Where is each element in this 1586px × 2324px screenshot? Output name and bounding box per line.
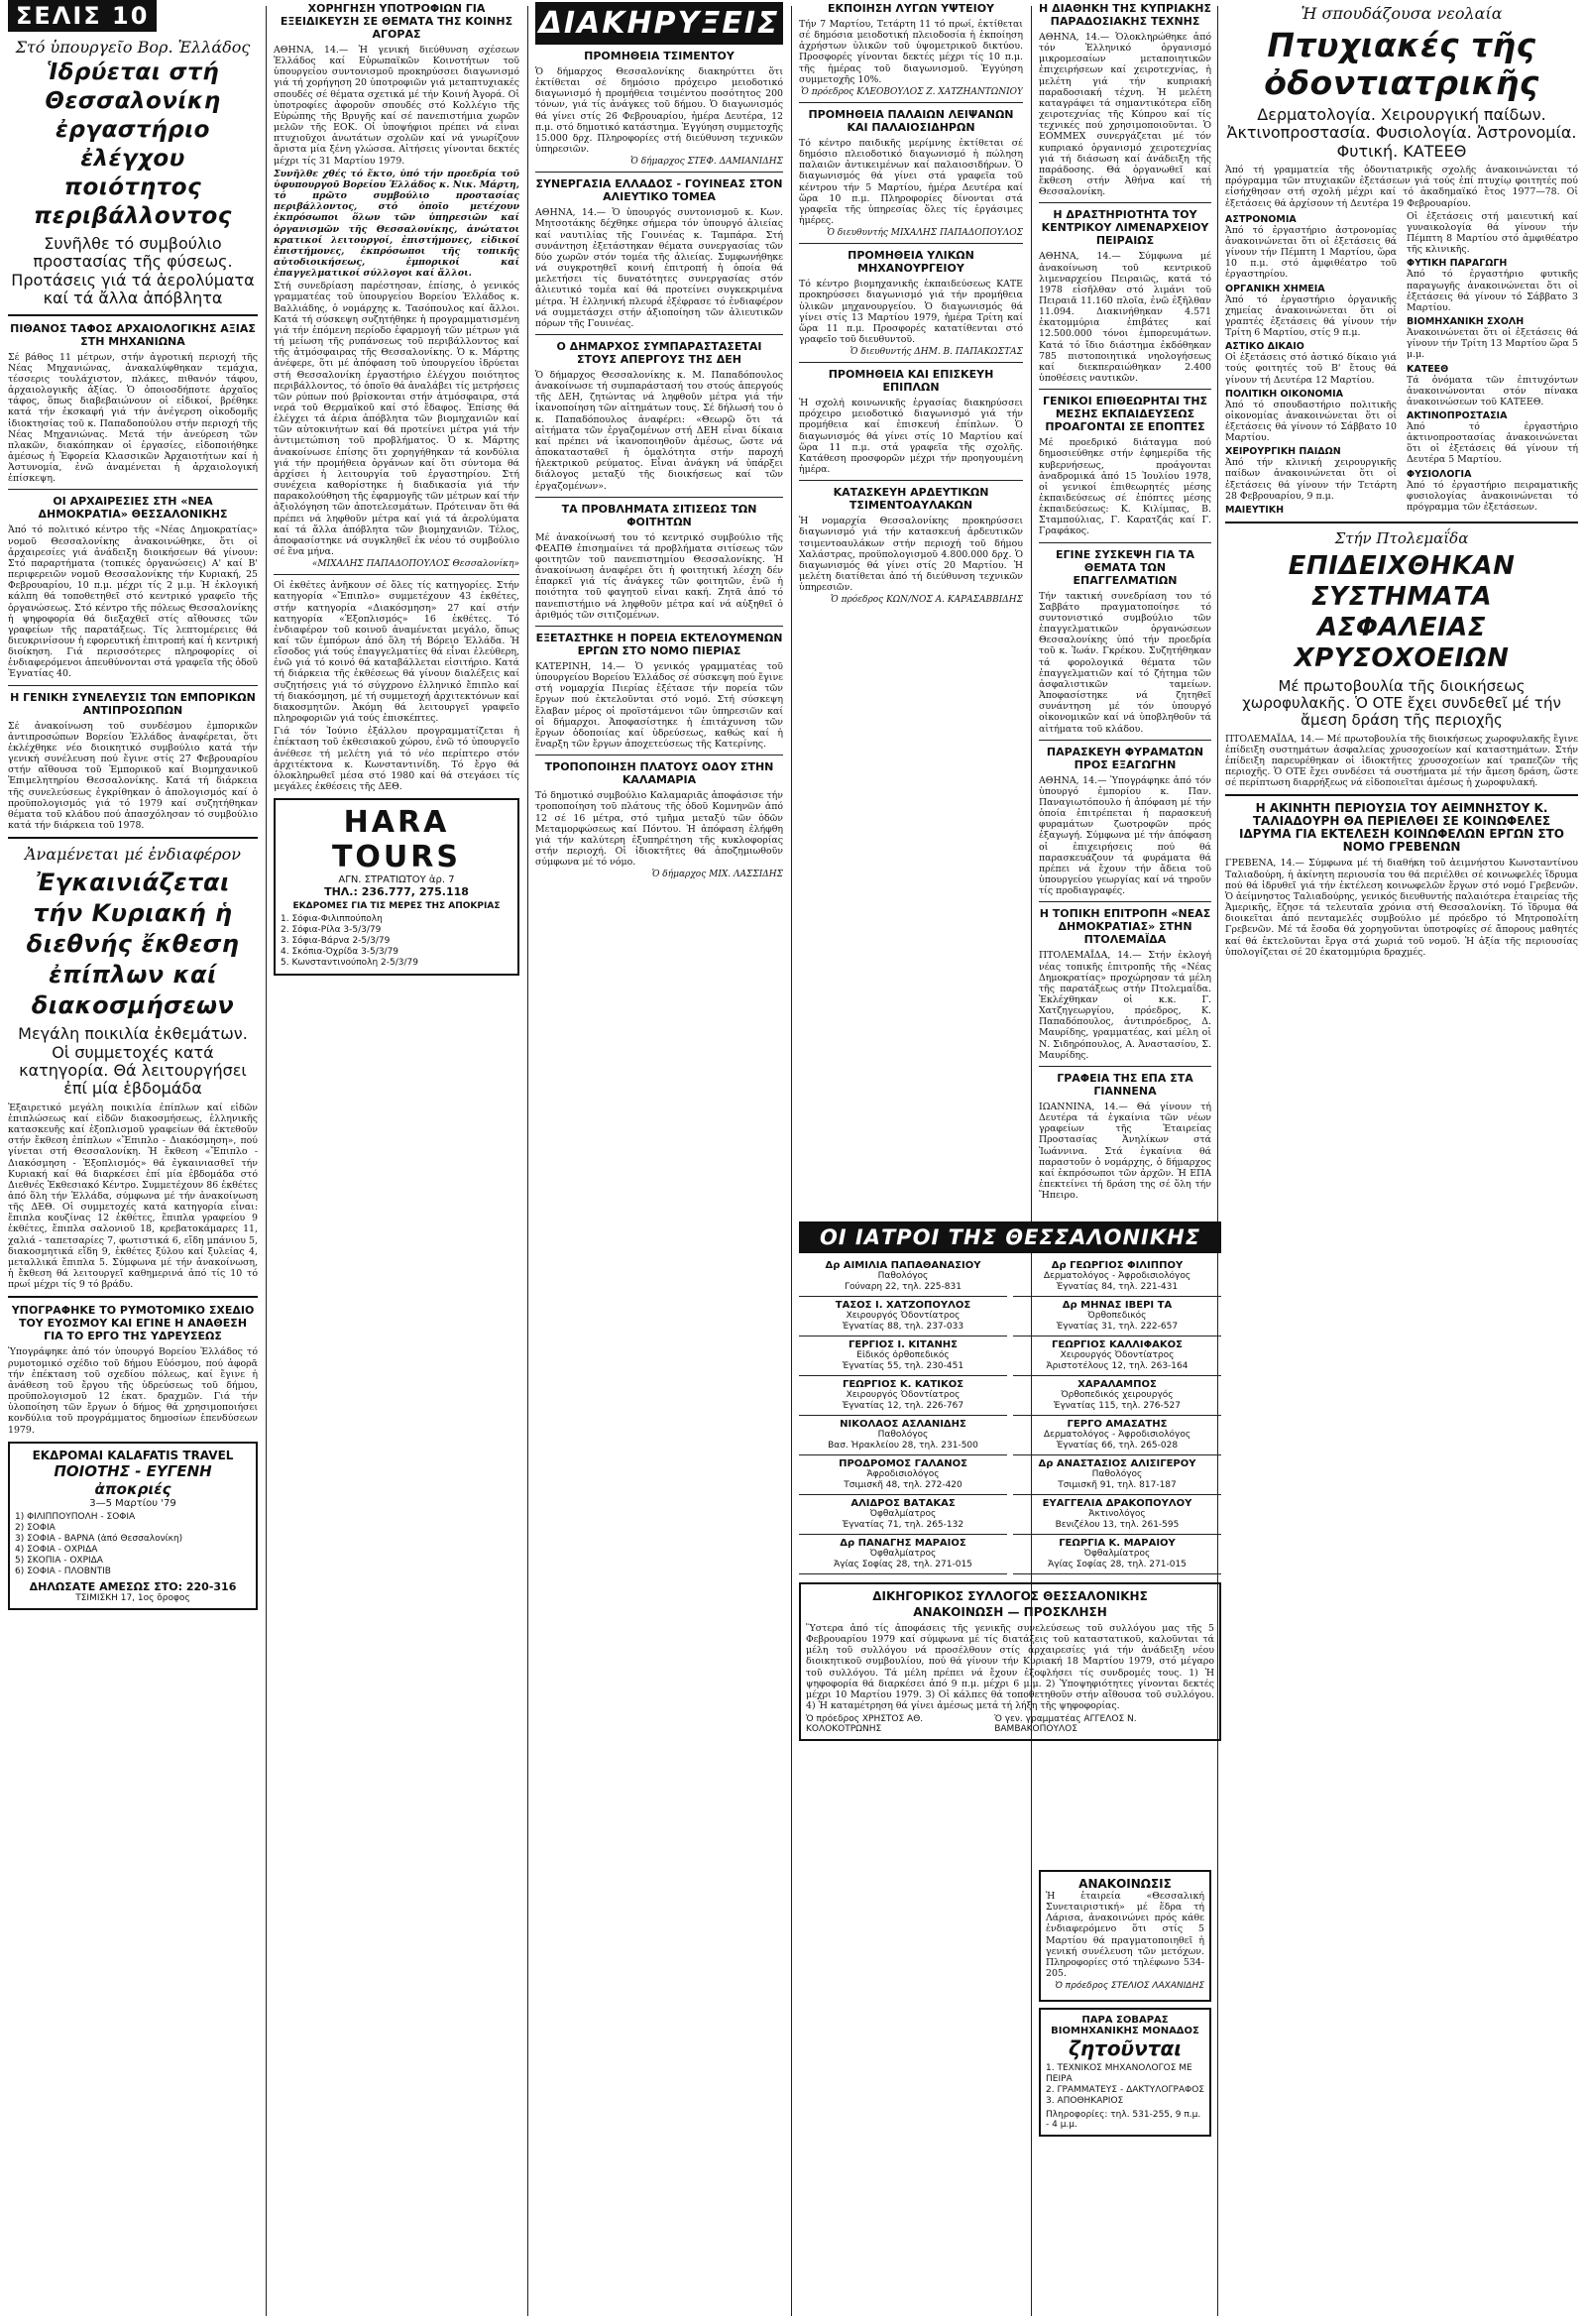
section-heading: Ο ΔΗΜΑΡΧΟΣ ΣΥΜΠΑΡΑΣΤΑΣΕΤΑΙ ΣΤΟΥΣ ΑΠΕΡΓΟΥΣ ΤΗΣ ΔΕΗ <box>556 339 762 366</box>
doctor-listing: ΑΛΙΔΡΟΣ ΒΑΤΑΚΑΣ Ὀφθαλμίατρος Ἐγνατίας 71, τηλ. 265-132 <box>799 1495 1007 1535</box>
doctor-listing: ΓΕΩΡΓΙΑ Κ. ΜΑΡΑΙΟΥ Ὀφθαλμίατρος Ἁγίας Σοφίας 28, τηλ. 271-015 <box>1013 1535 1221 1574</box>
doctor-listing: ΓΕΩΡΓΙΟΣ ΚΑΛΛΙΦΑΚΟΣ Χειρουργός Ὀδοντίατρος Ἀριστοτέλους 12, τηλ. 263-164 <box>1013 1336 1221 1376</box>
column-1 <box>8 0 258 1616</box>
article-text: ΠΤΟΛΕΜΑΪΔΑ, 14.— Στήν ἐκλογή νέας τοπικῆς ἐπιτροπῆς τῆς «Νέας Δημοκρατίας» προχώρησαν τά μέλη τῆς παρατάξεως στήν Πτολεμαΐδα. Ἐκλέχθηκαν οἱ κ.κ. Γ. Χατζηγεωργίου, πρόεδρος, Κ. Παπαδόπουλος, ἀντιπρόεδρος, Δ. Μαυρίδης, γραμματέας, καί μέλη οἱ Ν. Σιδηρόπουλος, Α. Ἀναστασίου, Σ. Μαυρίδης. <box>1039 950 1211 1061</box>
section-heading: ΧΟΡΗΓΗΣΗ ΥΠΟΤΡΟΦΙΩΝ ΓΙΑ ΕΞΕΙΔΙΚΕΥΣΗ ΣΕ ΘΕΜΑΤΑ ΤΗΣ ΚΟΙΝΗΣ ΑΓΟΡΑΣ <box>280 2 513 41</box>
section-heading: Η ΑΚΙΝΗΤΗ ΠΕΡΙΟΥΣΙΑ ΤΟΥ ΑΕΙΜΝΗΣΤΟΥ Κ. ΤΑΛΙΑΔΟΥΡΗ ΘΑ ΠΕΡΙΕΛΘΕΙ ΣΕ ΚΟΙΝΩΦΕΛΕΣ ΙΔΡΥΜΑ ΓΙΑ ΕΚΤΕΛΕΣΗ ΚΟΙΝΩΦΕΛΩΝ ΕΡΓΩΝ ΣΤΟ ΝΟΜΟ ΓΡΕΒΕΝΩΝ <box>1239 801 1564 855</box>
article-text: Οἱ ἐκθέτες ἀνῆκουν σέ ὅλες τίς κατηγορίες. Στήν κατηγορία «Ἔπιπλο» συμμετέχουν 43 ἐκθέτες, στήν κατηγορία «Διακόσμηση» 27 καί στήν κατηγορία «Ἐξοπλισμός» 16 ἐκθέτες. Τό ἐνδιαφέρον τοῦ κοινοῦ ἀναμένεται μεγάλο, ὅπως καί τῶν ἐμπόρων ἀπό ὅλη τή Βόρειο Ἑλλάδα. Ἡ εἴσοδος γιά τούς ἐπαγγελματίες θά εἶναι ἐλεύθερη, ἐνῶ γιά τό κοινό θά καταβάλλεται εἰσιτήριο. Κατά τή διάρκεια τῆς ἐκθέσεως θά γίνουν διαλέξεις καί συζητήσεις γιά τό σύγχρονο ἑλληνικό ἔπιπλο καί τή διακόσμηση, μέ τή συμμετοχή ἀρχιτεκτόνων καί διακοσμητῶν. Ἀκόμη θά λειτουργεῖ γραφεῖο πληροφοριῶν γιά τούς ἐπισκέπτες. <box>274 580 519 725</box>
announcements-banner: ΔΙΑΚΗΡΥΞΕΙΣ <box>535 2 783 45</box>
law-association-notice: ΔΙΚΗΓΟΡΙΚΟΣ ΣΥΛΛΟΓΟΣ ΘΕΣΣΑΛΟΝΙΚΗΣ ΑΝΑΚΟΙΝΩΣΗ — ΠΡΟΣΚΛΗΣΗ Ὕστερα ἀπό τίς ἀποφάσεις τῆς γενικῆς συνελεύσεως τοῦ συλλόγου μας τῆς 5 Φεβρουαρίου 1979 καί σύμφωνα μέ τίς διατάξεις τοῦ καταστατικοῦ, καλοῦνται τά μέλη τοῦ συλλόγου νά προσέλθουν στίς ἀρχαιρεσίες γιά τήν ἀνάδειξη νέου διοικητικοῦ συμβουλίου, πού θά γίνουν τήν Κυριακή 18 Μαρτίου 1979, στό μέγαρο τοῦ συλλόγου. Τά μέλη πρέπει νά ἔχουν ἐξοφλήσει τίς συνδρομές τους. 1) Ἡ ψηφοφορία θά διαρκέσει ἀπό 9 π.μ. μέχρι 6 μ.μ. 2) Ὑποψηφιότητες γίνονται δεκτές μέχρι 10 Μαρτίου 1979. 3) Οἱ κάλπες θά τοποθετηθοῦν στήν αἴθουσα τοῦ συλλόγου. 4) Ἡ καταμέτρηση θά γίνει ἀμέσως μετά τή λήξη τῆς ψηφοφορίας. Ὁ πρόεδρος ΧΡΗΣΤΟΣ ΑΘ. ΚΟΛΟΚΟΤΡΩΝΗΣ Ὁ γεν. γραμματέας ΑΓΓΕΛΟΣ Ν. ΒΑΜΒΑΚΟΠΟΥΛΟΣ <box>799 1582 1221 1741</box>
doctor-listing: ΝΙΚΟΛΑΟΣ ΑΣΛΑΝΙΔΗΣ Παθολόγος Βασ. Ἡρακλείου 28, τηλ. 231-500 <box>799 1416 1007 1455</box>
doctor-listing: ΓΕΡΓΙΟΣ Ι. ΚΙΤΑΝΗΣ Εἰδικός ὀρθοπεδικός Ἐγνατίας 55, τηλ. 230-451 <box>799 1336 1007 1376</box>
section-heading: ΠΡΟΜΗΘΕΙΑ ΚΑΙ ΕΠΙΣΚΕΥΗ ΕΠΙΠΛΩΝ <box>828 368 994 395</box>
byline: Ὁ δήμαρχος ΣΤΕΦ. ΔΑΜΙΑΝΙΔΗΣ <box>630 157 783 168</box>
doctor-listing: Δρ ΓΕΩΡΓΙΟΣ ΦΙΛΙΠΠΟΥ Δερματολόγος - Ἀφροδισιολόγος Ἐγνατίας 84, τηλ. 221-431 <box>1013 1257 1221 1297</box>
article-text: ΙΩΑΝΝΙΝΑ, 14.— Θά γίνουν τή Δευτέρα τά ἐγκαίνια τῶν νέων γραφείων τῆς Ἑταιρείας Προστασίας Ἀνηλίκων στά Ἰωάννινα. Στά ἐγκαίνια θά παραστοῦν ὁ νομάρχης, ὁ δήμαρχος καί ἐκπρόσωποι τῶν ἀρχῶν. Ἡ ΕΠΑ ἐπεκτείνει τή δράση της σέ ὅλη τήν Ἤπειρο. <box>1039 1101 1211 1202</box>
article-text: ΑΘΗΝΑ, 14.— Ἡ γενική διεύθυνση σχέσεων Ἑλλάδος καί Εὐρωπαϊκῶν Κοινοτήτων τοῦ ὑπουργείου συντονισμοῦ προκηρύσσει διαγωνισμό γιά τή χορήγηση 20 ὑποτροφιῶν γιά μεταπτυχιακές σπουδές σέ θέματα σχετικά μέ τήν Κοινή Ἀγορά. Οἱ ὑποτροφίες ἀφοροῦν σπουδές στό Κολλέγιο τῆς Εὐρώπης τῆς Βρυγῆς καί σέ πανεπιστήμια χωρῶν μελῶν τῆς ΕΟΚ. Οἱ ὑποψήφιοι πρέπει νά εἶναι πτυχιοῦχοι ἀνωτάτων σχολῶν καί νά γνωρίζουν ἄριστα μία ξένη γλώσσα. Αἰτήσεις γίνονται δεκτές μέχρι τίς 31 Μαρτίου 1979. <box>274 45 519 167</box>
exam-notice: ΦΥΣΙΟΛΟΓΙΑ Ἀπό τό ἐργαστήριο πειραματικῆς φυσιολογίας ἀνακοινώνεται τό πρόγραμμα τῶν ἐξετάσεων. <box>1407 468 1578 513</box>
article-text: ΚΑΤΕΡΙΝΗ, 14.— Ὁ γενικός γραμματέας τοῦ ὑπουργείου Βορείου Ἑλλάδος σέ σύσκεψη πού ἔγινε στή νομαρχία Πιερίας ἐξέτασε τήν πορεία τῶν ἔργων πού ἐκτελοῦνται στό νομό. Στή σύσκεψη ἔλαβαν μέρος οἱ προϊστάμενοι τῶν ὑπηρεσιῶν καί οἱ δήμαρχοι. Ἀποφασίστηκε ἡ ἐπιτάχυνση τῶν ἔργων ὁδοποιίας καί ὑδρεύσεως, καθώς καί ἡ ἔναρξη τῶν ἔργων ἀποχετεύσεως τῆς Κατερίνης. <box>535 660 783 751</box>
article-text: Σέ ἀνακοίνωση τοῦ συνδέσμου ἐμπορικῶν ἀντιπροσώπων Βορείου Ἑλλάδος ἀναφέρεται, ὅτι ἐκλέχθηκε νέο διοικητικό συμβούλιο κατά τήν γενική συνέλευση πού ἔγινε στίς 27 Φεβρουαρίου στήν αἴθουσα τοῦ Ἐμπορικοῦ καί Βιομηχανικοῦ Ἐπιμελητηρίου Θεσσαλονίκης. Κατά τή διάρκεια τῆς συνελεύσεως ἐγκρίθηκαν ὁ ἀπολογισμός καί ὁ προϋπολογισμός γιά τό 1979 καί συζητήθηκαν θέματα τοῦ κλάδου πού ἀπασχόλησαν τό συμβούλιο κατά τήν διάρκεια τοῦ 1978. <box>8 720 258 832</box>
exam-notice: ΑΣΤΙΚΟ ΔΙΚΑΙΟ Οἱ ἐξετάσεις στό ἀστικό δίκαιο γιά τούς φοιτητές τοῦ Β' ἔτους θά γίνουν τή Δευτέρα 12 Μαρτίου. <box>1225 341 1397 386</box>
column-4 <box>799 0 1023 609</box>
exam-notice: ΚΑΤΕΕΘ Τά ὀνόματα τῶν ἐπιτυχόντων ἀνακοινώνονται στόν πίνακα ἀνακοινώσεων τοῦ ΚΑΤΕΕΘ. <box>1407 363 1578 407</box>
ad-list-item: 2. Σόφια-Ρίλα 3-5/3/79 <box>281 925 382 936</box>
exhibition-deck: Μεγάλη ποικιλία ἐκθεμάτων. Οἱ συμμετοχές κατά κατηγορία. Θά λειτουργήσει ἐπί μία ἑβδομάδα <box>18 1024 248 1099</box>
article-text: Ἡ νομαρχία Θεσσαλονίκης προκηρύσσει διαγωνισμό γιά τήν κατασκευή ἀρδευτικῶν τσιμεντοαυλάκων στήν περιοχή τοῦ δήμου Χαλάστρας, προϋπολογισμοῦ 4.800.000 δρχ. Ὁ διαγωνισμός θά γίνει στίς 20 Μαρτίου. Ἡ μελέτη διατίθεται ἀπό τή διεύθυνση τεχνικῶν ὑπηρεσιῶν. <box>799 516 1023 594</box>
article-text: Μέ προεδρικό διάταγμα πού δημοσιεύθηκε στήν ἐφημερίδα τῆς κυβερνήσεως, προάγονται ἀναδρομικά ἀπό 15 Ἰουλίου 1978, οἱ γενικοί ἐπιθεωρητές μέσης ἐκπαιδεύσεως σέ ἐπόπτες μέσης ἐκπαιδεύσεως: Κ. Κιλίμπας, Β. Σταμπούλιας, Γ. Καρατζάς καί Γ. Γραφάκος. <box>1039 437 1211 537</box>
section-heading: Η ΔΙΑΘΗΚΗ ΤΗΣ ΚΥΠΡΙΑΚΗΣ ΠΑΡΑΔΟΣΙΑΚΗΣ ΤΕΧΝΗΣ <box>1039 2 1211 28</box>
doctor-listing: Δρ ΠΑΝΑΓΗΣ ΜΑΡΑΙΟΣ Ὀφθαλμίατρος Ἁγίας Σοφίας 28, τηλ. 271-015 <box>799 1535 1007 1574</box>
ad-list-item: 5) ΣΚΟΠΙΑ - ΟΧΡΙΔΑ <box>15 1555 103 1566</box>
section-heading: ΕΓΙΝΕ ΣΥΣΚΕΨΗ ΓΙΑ ΤΑ ΘΕΜΑΤΑ ΤΩΝ ΕΠΑΓΓΕΛΜΑΤΙΩΝ <box>1055 547 1195 587</box>
doctor-listing: ΧΑΡΑΛΑΜΠΟΣ Ὀρθοπεδικός χειρουργός Ἐγνατίας 115, τηλ. 276-527 <box>1013 1376 1221 1416</box>
doctor-listing: Δρ ΜΗΝΑΣ ΙΒΕΡΙ ΤΑ Ὀρθοπεδικός Ἐγνατίας 31, τηλ. 222-657 <box>1013 1297 1221 1336</box>
section-heading: ΠΡΟΜΗΘΕΙΑ ΥΛΙΚΩΝ ΜΗΧΑΝΟΥΡΓΕΙΟΥ <box>848 249 974 276</box>
job-list-item: 2. ΓΡΑΜΜΑΤΕΥΣ - ΔΑΚΤΥΛΟΓΡΑΦΟΣ <box>1046 2085 1204 2096</box>
doctor-listing: ΓΕΡΓΟ ΑΜΑΣΑΤΗΣ Δερματολόγος - Ἀφροδισιολόγος Ἐγνατίας 66, τηλ. 265-028 <box>1013 1416 1221 1455</box>
ad-list-item: 3. Σόφια-Βάρνα 2-5/3/79 <box>281 936 391 947</box>
ad-list-item: 3) ΣΟΦΙΑ - ΒΑΡΝΑ (ἀπό Θεσσαλονίκη) <box>15 1533 183 1544</box>
doctors-banner: ΟΙ ΙΑΤΡΟΙ ΤΗΣ ΘΕΣΣΑΛΟΝΙΚΗΣ <box>799 1221 1221 1253</box>
article-headline: ΕΠΙΔΕΙΧΘΗΚΑΝ ΣΥΣΤΗΜΑΤΑ ΑΣΦΑΛΕΙΑΣ ΧΡΥΣΟΧΟΕΙΩΝ <box>1288 550 1516 673</box>
column-rule <box>527 6 528 2316</box>
doctors-directory <box>799 1221 1221 1747</box>
section-heading: ΠΑΡΑΣΚΕΥΗ ΦΥΡΑΜΑΤΩΝ ΠΡΟΣ ΕΞΑΓΩΓΗΝ <box>1046 745 1204 771</box>
byline: «ΜΙΧΑΛΗΣ ΠΑΠΑΔΟΠΟΥΛΟΣ Θεσσαλονίκη» <box>311 559 519 570</box>
column-5 <box>1039 0 1211 1215</box>
doctor-listing: Δρ ΑΙΜΙΛΙΑ ΠΑΠΑΘΑΝΑΣΙΟΥ Παθολόγος Γούναρη 22, τηλ. 225-831 <box>799 1257 1007 1297</box>
article-text: Ἐξαιρετικό μεγάλη ποικιλία ἐπίπλων καί εἰδῶν ἐπιπλώσεως καί εἰδῶν διακοσμήσεως, ἑλληνικῆς κατασκευῆς καί ἐξοπλισμοῦ γραφείων θά ἐκτεθοῦν στήν ἔκθεση ἐπίπλων «Ἔπιπλο - Διακόσμηση», πού γίνεται στή Θεσσαλονίκη. Ἡ ἔκθεση «Ἔπιπλο - Διακόσμηση - Ἐξοπλισμός» θά ἐγκαινιασθεῖ τήν Κυριακή καί θά διαρκέσει ἐπί μία ἑβδομάδα στό Διεθνές Ἐκθεσιακό Κέντρο. Συμμετέχουν 86 ἐκθέτες ἀπό ὅλη τήν Ἑλλάδα, σύμφωνα μέ τήν ἀνακοίνωση τῆς ΔΕΘ. Οἱ συμμετοχές κατά κατηγορία εἶναι: ἔπιπλα κουζίνας 12 ἐκθέτες, ἔπιπλα γραφείου 9 ἐκθέτες, ἔπιπλα σαλονιοῦ 18, κρεβατοκάμαρες 11, χαλιά - ταπετσαρίες 7, φωτιστικά 6, εἴδη μπάνιου 5, διακοσμητικά εἴδη 9, ἐκθέτες ξύλου καί ξυλείας 4, μεταλλικά ἔπιπλα 5. Σύμφωνα μέ τήν ἀνακοίνωση, ἡ ἔκθεση θά λειτουργεῖ καθημερινά ἀπό τίς 10 τό πρωί μέχρι τίς 9 τό βράδυ. <box>8 1102 258 1291</box>
section-heading: Η ΤΟΠΙΚΗ ΕΠΙΤΡΟΠΗ «ΝΕΑΣ ΔΗΜΟΚΡΑΤΙΑΣ» ΣΤΗΝ ΠΤΟΛΕΜΑΪΔΑ <box>1039 907 1211 947</box>
section-heading: ΓΡΑΦΕΙΑ ΤΗΣ ΕΠΑ ΣΤΑ ΓΙΑΝΝΕΝΑ <box>1057 1071 1193 1098</box>
exam-notice: ΜΑΙΕΥΤΙΚΗ Οἱ ἐξετάσεις στή μαιευτική καί γυναικολογία θά γίνουν τήν Πέμπτη 8 Μαρτίου στό ἀμφιθέατρο τῆς κλινικῆς. <box>1225 210 1578 516</box>
section-heading: ΥΠΟΓΡΑΦΗΚΕ ΤΟ ΡΥΜΟΤΟΜΙΚΟ ΣΧΕΔΙΟ ΤΟΥ ΕΥΟΣΜΟΥ ΚΑΙ ΕΓΙΝΕ Η ΑΝΑΘΕΣΗ ΓΙΑ ΤΟ ΕΡΓΟ ΤΗΣ ΥΔΡΕΥΣΕΩΣ <box>11 1304 255 1343</box>
column-rule <box>1031 6 1032 2316</box>
ad-list-item: 2) ΣΟΦΙΑ <box>15 1522 56 1533</box>
ad-list-item: 4. Σκόπια-Ὀχρίδα 3-5/3/79 <box>281 947 399 958</box>
article-text: ΑΘΗΝΑ, 14.— Ὁ ὑπουργός συντονισμοῦ κ. Κων. Μητσοτάκης δέχθηκε σήμερα τόν ὑπουργό ἀλιείας καί ναυτιλίας τῆς Γουινέας κ. Ταμπάρα. Στή συνάντηση ἐξετάστηκαν θέματα συνεργασίας τῶν δύο χωρῶν στόν τομέα τῆς ἀλιείας. Συμφωνήθηκε νά συγκροτηθεῖ κοινή ἐπιτροπή ἡ ὁποία θά μελετήσει τίς δυνατότητες συνεργασίας στόν ἀλιευτικό τομέα καί θά προτείνει συγκεκριμένα μέτρα. Ἡ ἑλληνική πλευρά ἐξέφρασε τό ἐνδιαφέρον νά συμμετάσχει στήν ἀξιοποίηση τῶν ἀλιευτικῶν πόρων τῆς Γουινέας. <box>535 207 783 329</box>
exam-notice: ΑΣΤΡΟΝΟΜΙΑ Ἀπό τό ἐργαστήριο ἀστρονομίας ἀνακοινώνεται ὅτι οἱ ἐξετάσεις θά γίνουν τήν Πέμπτη 1 Μαρτίου, ὥρα 10 π.μ. στό ἀμφιθέατρο τοῦ ἐργαστηρίου. <box>1225 213 1397 281</box>
doctor-listing: Δρ ΑΝΑΣΤΑΣΙΟΣ ΑΛΙΣΙΓΕΡΟΥ Παθολόγος Τσιμισκῆ 91, τηλ. 817-187 <box>1013 1455 1221 1495</box>
section-heading: Η ΔΡΑΣΤΗΡΙΟΤΗΤΑ ΤΟΥ ΚΕΝΤΡΙΚΟΥ ΛΙΜΕΝΑΡΧΕΙΟΥ ΠΕΙΡΑΙΩΣ <box>1041 208 1209 248</box>
article-text: Ἀπό τό πολιτικό κέντρο τῆς «Νέας Δημοκρατίας» νομοῦ Θεσσαλονίκης ἀνακοινώθηκε, ὅτι οἱ ἀρχαιρεσίες γιά ἀνάδειξη διοικήσεων θά γίνουν: Στό παραρτήματα (τοπικές ὀργανώσεις) Α' καί Β' περιφερειῶν νομοῦ Θεσσαλονίκης τήν Κυριακή, 25 Φεβρουαρίου, 10 π.μ. μέχρι τίς 2 μ.μ. Ἡ ἐκλογική κάλπη θά τοποθετηθεῖ στό κεντρικό γραφεῖο τῆς ὀργανώσεως. Στό κέντρο τῆς πόλεως Θεσσαλονίκης ἡ ψηφοφορία θά διεξαχθεῖ στίς αἴθουσες τῶν γραφείων τῆς παρατάξεως. Τίς λεπτομέρειες θά διευκρινίσουν ἡ εφορευτική ἐπιτροπή καί ἡ κεντρική διοίκηση. Γιά περισσότερες πληροφορίες οἱ ἐνδιαφερόμενοι ἀπευθύνονται στά γραφεῖα τῆς ὀδοῦ Ἐγνατίας 40. <box>8 524 258 680</box>
ad-list-item: 1) ΦΙΛΙΠΠΟΥΠΟΛΗ - ΣΟΦΙΑ <box>15 1511 136 1522</box>
exam-notice: ΦΥΤΙΚΗ ΠΑΡΑΓΩΓΗ Ἀπό τό ἐργαστήριο φυτικῆς παραγωγῆς ἀνακοινώνεται ὅτι οἱ ἐξετάσεις θά γίνουν τό Σάββατο 3 Μαρτίου. <box>1407 258 1578 313</box>
exhibition-headline: Ἐγκαινιάζεται τήν Κυριακή ἡ διεθνής ἔκθεση ἐπίπλων καί διακοσμήσεων <box>26 869 240 1020</box>
exam-notice: ΑΚΤΙΝΟΠΡΟΣΤΑΣΙΑ Ἀπό τό ἐργαστήριο ἀκτινοπροστασίας ἀνακοινώνεται ὅτι οἱ ἐξετάσεις θά γίνουν τή Δευτέρα 5 Μαρτίου. <box>1407 409 1578 466</box>
article-text: Στή συνεδρίαση παρέστησαν, ἐπίσης, ὁ γενικός γραμματέας τοῦ ὑπουργείου Βορείου Ἑλλάδος κ. Βαλλιάδης, ὁ νομάρχης κ. Τασόπουλος καί ἄλλοι. Κατά τή σύσκεψη συζητήθηκε ἡ προγραμματισμένη γιά τήν ἐπόμενη περίοδο ἐφαρμογή τῶν μέτρων γιά τή μείωση τῆς ρυπάνσεως τοῦ περιβάλλοντος καί τῆς ἀτμόσφαιρας τῆς Θεσσαλονίκης. Ὁ κ. Μάρτης ἀνέφερε, ὅτι μέ ἀπόφαση τοῦ ὑπουργείου ἱδρύεται στή Θεσσαλονίκη ἐργαστήριο ἐλέγχου ποιότητος περιβάλλοντος, τό ὁποῖο θά ἀναλάβει τίς μετρήσεις τῶν ρύπων πού βρίσκονται στήν ἀτμόσφαιρα, στά νερά τοῦ Θερμαϊκοῦ καί στό ἔδαφος. Ἐπίσης θά ἐλέγχει τά ἀέρια ἀπόβλητα τῶν βιομηχανιῶν καί τῶν αὐτοκινήτων καί θά προτείνει μέτρα γιά τήν ἀντιμετώπιση τοῦ προβλήματος. Ὁ κ. Μάρτης ἀνακοίνωσε ἐπίσης ὅτι χορηγήθηκαν τά κονδύλια γιά τήν προμήθεια ὀργάνων καί ὅτι σύντομα θά ἀρχίσει ἡ λειτουργία τοῦ ἐργαστηρίου. Στή συνέχεια καθορίστηκε ἡ διαδικασία γιά τήν παρακολούθηση τῆς ἐφαρμογῆς τῶν μέτρων καί τήν ἀξιολόγηση τῶν ἀποτελεσμάτων. Πρότειναν ὅτι θά πρέπει νά ληφθοῦν μέτρα καί γιά τά ἀερολύματα καί τά ἄλλα ἀπόβλητα τῶν βιομηχανιῶν. Τέλος, ἀποφασίστηκε νά συγκληθεῖ ἐκ νέου τό συμβούλιο σέ ἕνα μήνα. <box>274 281 519 558</box>
column-rule <box>791 6 792 2316</box>
article-text: ΑΘΗΝΑ, 14.— Σύμφωνα μέ ἀνακοίνωση τοῦ κεντρικοῦ λιμεναρχείου Πειραιῶς, κατά τό 1978 εἰσῆλθαν στό λιμάνι τοῦ Πειραιᾶ 11.160 πλοῖα, ἐνῶ ἐξῆλθαν 11.094. Διακινήθηκαν 4.571 ἑκατομμύρια ἐπιβάτες καί 12.500.000 τόνοι ἐμπορευμάτων. Κατά τό ἴδιο διάστημα ἐκδόθηκαν 785 πιστοποιητικά νηολογήσεως καί διεκπεραιώθηκαν 2.400 ὑποθέσεις ναυτικῶν. <box>1039 251 1211 385</box>
ad-list-item: 4) ΣΟΦΙΑ - ΟΧΡΙΔΑ <box>15 1544 98 1555</box>
section-heading: Η ΓΕΝΙΚΗ ΣΥΝΕΛΕΥΣΙΣ ΤΩΝ ΕΜΠΟΡΙΚΩΝ ΑΝΤΙΠΡΟΣΩΠΩΝ <box>10 690 256 717</box>
article-text: Μέ ἀνακοίνωσή του τό κεντρικό συμβούλιο τῆς ΦΕΑΠΘ ἐπισημαίνει τά προβλήματα σιτίσεως τῶν φοιτητῶν τοῦ πανεπιστημίου Θεσσαλονίκης. Ἡ ἀνακοίνωση ἀναφέρει ὅτι ἡ φοιτητική λέσχη δέν ἐπαρκεῖ γιά τίς ἀνάγκες τῶν φοιτητῶν, ἐνῶ ἡ ποιότητα τοῦ φαγητοῦ εἶναι κακή. Ζητᾶ ἀπό τό πανεπιστήμιο νά ληφθοῦν μέτρα καί νά αὐξηθεῖ ὁ ἀριθμός τῶν σιτιζομένων. <box>535 531 783 621</box>
byline: Ὁ πρόεδρος ΚΛΕΟΒΟΥΛΟΣ Ζ. ΧΑΤΖΗΑΝΤΩΝΙΟΥ <box>801 86 1023 97</box>
byline: Ὁ πρόεδρος ΚΩΝ/ΝΟΣ Α. ΚΑΡΑΣΑΒΒΙΔΗΣ <box>830 595 1023 606</box>
ad-list-item: 6) ΣΟΦΙΑ - ΠΛΟΒΝΤΙΒ <box>15 1566 111 1576</box>
article-text: Τήν 7 Μαρτίου, Τετάρτη 11 τό πρωί, ἐκτίθεται σέ δημόσια μειοδοτική πλειοδοσία ἡ ἐκποίηση ἀχρήστων ὑλικῶν τοῦ ὑψομετρικοῦ δικτύου. Προσφορές γίνονται δεκτές μέχρι τίς 10 π.μ. τῆς ἡμέρας τοῦ διαγωνισμοῦ. Ἐγγύηση συμμετοχῆς 10%. <box>799 19 1023 85</box>
article-text: Ὁ δήμαρχος Θεσσαλονίκης διακηρύττει ὅτι ἐκτίθεται σέ δημόσιο πρόχειρο μειοδοτικό διαγωνισμό ἡ προμήθεια τσιμέντου ποσότητος 200 τόνων, γιά τίς ἀνάγκες τοῦ δήμου. Ὁ διαγωνισμός θά γίνει στίς 26 Φεβρουαρίου, ἡμέρα Δευτέρα, 12 π.μ. στό δημοτικό κατάστημα. Ἐγγύηση συμμετοχῆς 15.000 δρχ. Πληροφορίες στή διεύθυνση τεχνικῶν ὑπηρεσιῶν. <box>535 66 783 156</box>
exam-notice: ΠΟΛΙΤΙΚΗ ΟΙΚΟΝΟΜΙΑ Ἀπό τό σπουδαστήριο πολιτικῆς οἰκονομίας ἀνακοινώνεται ὅτι οἱ ἐξετάσεις θά γίνουν τό Σάββατο 10 Μαρτίου. <box>1225 388 1397 444</box>
column-rule <box>1217 6 1218 2316</box>
byline: Ὁ διευθυντής ΔΗΜ. Β. ΠΑΠΑΚΩΣΤΑΣ <box>850 347 1023 358</box>
page-header: ΣΕΛΙΣ 10 <box>8 0 157 32</box>
hara-tours-advertisement: HARA TOURS ΑΓΝ. ΣΤΡΑΤΙΩΤΟΥ ἀρ. 7 ΤΗΛ.: 236.777, 275.118 ΕΚΔΡΟΜΕΣ ΓΙΑ ΤΙΣ ΜΕΡΕΣ ΤΗΣ ΑΠΟΚΡΙΑΣ 1. Σόφια-Φιλιππούπολη 2. Σόφια-Ρίλα 3-5/3/79 3. Σόφια-Βάρνα 2-5/3/79 4. Σκόπια-Ὀχρίδα 3-5/3/79 5. Κωνσταντινούπολη 2-5/3/79 <box>274 798 519 976</box>
section-heading: ΤΡΟΠΟΠΟΙΗΣΗ ΠΛΑΤΟΥΣ ΟΔΟΥ ΣΤΗΝ ΚΑΛΑΜΑΡΙΑ <box>544 760 774 787</box>
ad-list-item: 1. Σόφια-Φιλιππούπολη <box>281 914 383 925</box>
doctor-listing: ΠΡΟΔΡΟΜΟΣ ΓΑΛΑΝΟΣ Ἀφροδισιολόγος Τσιμισκῆ 48, τηλ. 272-420 <box>799 1455 1007 1495</box>
article-text: Ἀπό τή γραμματεία τῆς ὀδοντιατρικῆς σχολῆς ἀνακοινώνεται τό πρόγραμμα τῶν πτυχιακῶν ἐξετάσεων γιά τούς ἐπί πτυχίῳ φοιτητές πού εἰσήχθησαν στή σχολή μέχρι καί τό ἀκαδημαϊκό ἔτος 1977—78. Οἱ ἐξετάσεις θά ἀρχίσουν τή Δευτέρα 19 Φεβρουαρίου. <box>1225 165 1578 209</box>
article-headline: Πτυχιακές τῆς ὀδοντιατρικῆς <box>1264 26 1539 102</box>
section-heading: ΕΞΕΤΑΣΤΗΚΕ Η ΠΟΡΕΙΑ ΕΚΤΕΛΟΥΜΕΝΩΝ ΕΡΓΩΝ ΣΤΟ ΝΟΜΟ ΠΙΕΡΙΑΣ <box>535 631 783 657</box>
exhibition-kicker: Ἀναμένεται μέ ἐνδιαφέρον <box>24 845 242 865</box>
announcement-box: ΑΝΑΚΟΙΝΩΣΙΣ Ἡ ἑταιρεία «Θεσσαλική Συνεταιριστική» μέ ἕδρα τή Λάρισα, ἀνακοινώνει πρός κάθε ἐνδιαφερόμενο ὅτι στίς 5 Μαρτίου θά πραγματοποιηθεῖ ἡ γενική συνέλευση τῶν μετόχων. Πληροφορίες στό τηλέφωνο 534-205. Ὁ πρόεδρος ΣΤΕΛΙΟΣ ΛΑΧΑΝΙΔΗΣ <box>1039 1870 1211 2002</box>
section-heading: ΣΥΝΕΡΓΑΣΙΑ ΕΛΛΑΔΟΣ - ΓΟΥΙΝΕΑΣ ΣΤΟΝ ΑΛΙΕΥΤΙΚΟ ΤΟΜΕΑ <box>535 177 783 204</box>
exam-notice: ΟΡΓΑΝΙΚΗ ΧΗΜΕΙΑ Ἀπό τό ἐργαστήριο ὀργανικῆς χημείας ἀνακοινώνεται ὅτι οἱ γραπτές ἐξετάσεις θά γίνουν τήν Τρίτη 6 Μαρτίου, στίς 9 π.μ. <box>1225 283 1397 339</box>
column-3 <box>535 0 783 883</box>
ad-list-item: 5. Κωνσταντινούπολη 2-5/3/79 <box>281 958 418 969</box>
article-text: Ἡ σχολή κοινωνικῆς ἐργασίας διακηρύσσει πρόχειρο μειοδοτικό διαγωνισμό γιά τήν προμήθεια καί ἐπισκευή ἐπίπλων. Ὁ διαγωνισμός θά γίνει στίς 10 Μαρτίου καί ὥρα 11 π.μ. στά γραφεῖα τῆς σχολῆς. Κατάθεση προσφορῶν μέχρι τήν προηγουμένη ἡμέρα. <box>799 398 1023 476</box>
article-kicker: Στό ὑπουργεῖο Βορ. Ἑλλάδος <box>15 38 251 57</box>
article-text: Ὑπογράφηκε ἀπό τόν ὑπουργό Βορείου Ἑλλάδος τό ρυμοτομικό σχέδιο τοῦ δήμου Εὐόσμου, πού ἀφορᾶ τήν ἐπέκταση τοῦ σχεδίου πόλεως, καί ἔγινε ἡ ἀνάθεση τοῦ ἔργου τῆς ὑδρεύσεως τοῦ δήμου, προϋπολογισμοῦ 12 ἑκατ. δραχμῶν. Γιά τήν ὑλοποίηση τῶν ἔργων ὁ δήμος θά χρησιμοποιήσει κονδύλια τοῦ προγράμματος δημοσίων ἐπενδύσεων 1979. <box>8 1346 258 1436</box>
article-text: Γιά τόν Ἰούνιο ἐξάλλου προγραμματίζεται ἡ ἐπέκταση τοῦ ἐκθεσιακοῦ χώρου, ἐνῶ τό ὑπουργεῖο ἀνέθεσε τή μελέτη γιά τό νέο περίπτερο στόν ἀρχιτέκτονα κ. Κωνσταντινίδη. Τό ἔργο θά ὁλοκληρωθεῖ μέσα στό 1980 καί θά στεγάσει τίς μεγάλες ἐκθέσεις τῆς ΔΕΘ. <box>274 726 519 792</box>
column-5-bottom <box>1039 1864 1211 2143</box>
column-rule <box>266 6 267 2316</box>
article-headline: Ἱδρύεται στή Θεσσαλονίκη ἐργαστήριο ἐλέγχου ποιότητος περιβάλλοντος <box>34 59 232 229</box>
column-2 <box>274 0 519 982</box>
doctor-listing: ΤΑΣΟΣ Ι. ΧΑΤΖΟΠΟΥΛΟΣ Χειρουργός Ὀδοντίατρος Ἐγνατίας 88, τηλ. 237-033 <box>799 1297 1007 1336</box>
article-text: ΠΤΟΛΕΜΑΪΔΑ, 14.— Μέ πρωτοβουλία τῆς διοικήσεως χωροφυλακῆς ἔγινε ἐπίδειξη συστημάτων ἀσφαλείας χρυσοχοείων καί καταστημάτων. Στήν ἐπίδειξη παρευρέθηκαν οἱ ἰδιοκτῆτες χρυσοχοείων καί τραπεζῶν τῆς περιοχῆς. Ὁ ΟΤΕ ἔχει συνδέσει τά συστήματα μέ τήν ἄμεση δράση, ὥστε σέ περίπτωση διαρρήξεως νά εἰδοποιεῖται ἀμέσως ἡ χωροφυλακή. <box>1225 733 1578 789</box>
doctor-listing: ΓΕΩΡΓΙΟΣ Κ. ΚΑΤΙΚΟΣ Χειρουργός Ὀδοντίατρος Ἐγνατίας 12, τηλ. 226-767 <box>799 1376 1007 1416</box>
article-kicker: Στήν Πτολεμαΐδα <box>1334 528 1469 547</box>
section-heading: ΠΡΟΜΗΘΕΙΑ ΠΑΛΑΙΩΝ ΛΕΙΨΑΝΩΝ ΚΑΙ ΠΑΛΑΙΟΣΙΔΗΡΩΝ <box>808 107 1014 134</box>
doctor-listing: ΕΥΑΓΓΕΛΙΑ ΔΡΑΚΟΠΟΥΛΟΥ Ἀκτινολόγος Βενιζέλου 13, τηλ. 261-595 <box>1013 1495 1221 1535</box>
article-text: Τό κέντρο βιομηχανικῆς ἐκπαιδεύσεως ΚΑΤΕ προκηρύσσει διαγωνισμό γιά τήν προμήθεια ὑλικῶν μηχανουργείου. Ὁ διαγωνισμός θά γίνει στίς 13 Μαρτίου 1979, ἡμέρα Τρίτη καί ὥρα 11 π.μ. Προσφορές κατατίθενται στό γραφεῖο τοῦ διευθυντοῦ. <box>799 279 1023 345</box>
section-heading: ΠΡΟΜΗΘΕΙΑ ΤΣΙΜΕΝΤΟΥ <box>584 50 735 62</box>
travel-advertisement: ΕΚΔΡΟΜΑΙ KALAFATIS TRAVEL ΠΟΙΟΤΗΣ - ΕΥΓΕΝΗ ἀποκριές 3—5 Μαρτίου '79 1) ΦΙΛΙΠΠΟΥΠΟΛΗ - ΣΟΦΙΑ 2) ΣΟΦΙΑ 3) ΣΟΦΙΑ - ΒΑΡΝΑ (ἀπό Θεσσαλονίκη) 4) ΣΟΦΙΑ - ΟΧΡΙΔΑ 5) ΣΚΟΠΙΑ - ΟΧΡΙΔΑ 6) ΣΟΦΙΑ - ΠΛΟΒΝΤΙΒ ΔΗΛΩΣΑΤΕ ΑΜΕΣΩΣ ΣΤΟ: 220-316 ΤΣΙΜΙΣΚΗ 17, 1ος ὄροφος <box>8 1442 258 1610</box>
section-heading: ΠΙΘΑΝΟΣ ΤΑΦΟΣ ΑΡΧΑΙΟΛΟΓΙΚΗΣ ΑΞΙΑΣ ΣΤΗ ΜΗΧΑΝΙΩΝΑ <box>10 321 256 348</box>
article-deck: Δερματολογία. Χειρουργική παίδων. Ἀκτινοπροστασία. Φυσιολογία. Ἀστρονομία. Φυτική. ΚΑΤΕΕΘ <box>1226 105 1577 161</box>
job-advertisement: ΠΑΡΑ ΣΟΒΑΡΑΣ ΒΙΟΜΗΧΑΝΙΚΗΣ ΜΟΝΑΔΟΣ ζητοῦνται 1. ΤΕΧΝΙΚΟΣ ΜΗΧΑΝΟΛΟΓΟΣ ΜΕ ΠΕΙΡΑ 2. ΓΡΑΜΜΑΤΕΥΣ - ΔΑΚΤΥΛΟΓΡΑΦΟΣ 3. ΑΠΟΘΗΚΑΡΙΟΣ Πληροφορίες: τηλ. 531-255, 9 π.μ. - 4 μ.μ. <box>1039 2008 1211 2137</box>
job-list-item: 1. ΤΕΧΝΙΚΟΣ ΜΗΧΑΝΟΛΟΓΟΣ ΜΕ ΠΕΙΡΑ <box>1046 2063 1192 2085</box>
article-text: Τό κέντρο παιδικῆς μερίμνης ἐκτίθεται σέ δημόσιο πλειοδοτικό διαγωνισμό ἡ πώληση παλαιῶν ἀντικειμένων καί παλαιοσιδήρων. Ὁ διαγωνισμός θά γίνει στά γραφεῖα τοῦ κέντρου τήν 5 Μαρτίου, ἡμέρα Δευτέρα καί ὥρα 10 π.μ. Πληροφορίες δίνονται στά γραφεῖα τῆς ὑπηρεσίας ὅλες τίς ἐργάσιμες ἡμέρες. <box>799 137 1023 227</box>
section-heading: ΕΚΠΟΙΗΣΗ ΛΥΓΩΝ ΥΨΤΕΙΟΥ <box>827 2 995 15</box>
section-heading: ΤΑ ΠΡΟΒΛΗΜΑΤΑ ΣΙΤΙΣΕΩΣ ΤΩΝ ΦΟΙΤΗΤΩΝ <box>561 502 757 528</box>
section-heading: ΓΕΝΙΚΟΙ ΕΠΙΘΕΩΡΗΤΑΙ ΤΗΣ ΜΕΣΗΣ ΕΚΠΑΙΔΕΥΣΕΩΣ ΠΡΟΑΓΟΝΤΑΙ ΣΕ ΕΠΟΠΤΕΣ <box>1042 395 1208 434</box>
section-heading: ΟΙ ΑΡΧΑΙΡΕΣΙΕΣ ΣΤΗ «ΝΕΑ ΔΗΜΟΚΡΑΤΙΑ» ΘΕΣΣΑΛΟΝΙΚΗΣ <box>38 495 228 522</box>
exam-notice: ΒΙΟΜΗΧΑΝΙΚΗ ΣΧΟΛΗ Ἀνακοινώνεται ὅτι οἱ ἐξετάσεις θά γίνουν τήν Τρίτη 13 Μαρτίου ὥρα 5 μ.μ. <box>1407 316 1578 361</box>
exam-notice: ΧΕΙΡΟΥΡΓΙΚΗ ΠΑΙΔΩΝ Ἀπό τήν κλινική χειρουργικῆς παίδων ἀνακοινώνεται ὅτι οἱ ἐξετάσεις θά γίνουν τήν Τετάρτη 28 Φεβρουαρίου, 9 π.μ. <box>1225 446 1397 502</box>
article-text: Τό δημοτικό συμβούλιο Καλαμαριᾶς ἀποφάσισε τήν τροποποίηση τοῦ πλάτους τῆς ὁδοῦ Κομνηνῶν ἀπό 12 σέ 16 μέτρα, στό τμῆμα μεταξύ τῶν ὁδῶν Μεταμορφώσεως καί Πόντου. Ἡ ἀπόφαση ἐλήφθη γιά τήν καλύτερη ἐξυπηρέτηση τῆς κυκλοφορίας στήν περιοχή. Οἱ ἰδιοκτῆτες θά ἀποζημιωθοῦν σύμφωνα μέ τό νόμο. <box>535 790 783 869</box>
section-heading: ΚΑΤΑΣΚΕΥΗ ΑΡΔΕΥΤΙΚΩΝ ΤΣΙΜΕΝΤΟΑΥΛΑΚΩΝ <box>833 486 989 513</box>
article-text: ΓΡΕΒΕΝΑ, 14.— Σύμφωνα μέ τή διαθήκη τοῦ ἀειμνήστου Κωνσταντίνου Ταλιαδούρη, ἡ ἀκίνητη περιουσία του θά περιέλθει σέ κοινωφελές ἵδρυμα πού θά ἱδρυθεῖ γιά τήν ἐκτέλεση κοινωφελῶν ἔργων στό νομό Γρεβενῶν. Ὁ ἀείμνηστος Ταλιαδούρης, γενικός διευθυντής παλαιότερα ἑταιρείας τῆς Ἀμερικῆς, ἔζησε τά τελευταῖα χρόνια στή Θεσσαλονίκη. Τό ἵδρυμα θά διοικεῖται ἀπό πενταμελές συμβούλιο μέ πρόεδρο τό Μητροπολίτη Γρεβενῶν. Μέ τά ἔσοδα θά χορηγοῦνται ὑποτροφίες σέ ἄπορους μαθητές καί θά ἐκτελοῦνται ἔργα στά χωριά τοῦ νομοῦ. Ἡ ἀξία τῆς περιουσίας ὑπολογίζεται σέ 20 ἑκατομμύρια δραχμές. <box>1225 858 1578 958</box>
column-6 <box>1225 0 1578 960</box>
byline: Ὁ διευθυντής ΜΙΧΑΛΗΣ ΠΑΠΑΔΟΠΟΥΛΟΣ <box>827 228 1023 239</box>
article-deck: Συνῆλθε τό συμβούλιο προστασίας τῆς φύσεως. Προτάσεις γιά τά ἀερολύματα καί τά ἄλλα ἀπόβλητα <box>11 234 255 308</box>
job-list-item: 3. ΑΠΟΘΗΚΑΡΙΟΣ <box>1046 2096 1124 2107</box>
article-deck: Μέ πρωτοβουλία τῆς διοικήσεως χωροφυλακῆς. Ὁ ΟΤΕ ἔχει συνδεθεῖ μέ τήν ἄμεση δράση τῆς περιοχῆς <box>1242 676 1561 730</box>
article-text: Σέ βάθος 11 μέτρων, στήν ἀγροτική περιοχή τῆς Νέας Μηχανιώνας, ἀνακαλύφθηκαν τεμάχια, τέσσερις τουλάχιστον, πλάκες, πιθανόν τάφου, ἀρχαιολογικῆς ἀξίας. Ὁ ὁποιοσδήποτε ἀρχαῖος τάφος, ὅπως διαβεβαιώνουν οἱ εἰδικοί, βρέθηκε κατά τήν ἐκσκαφή γιά τήν ἀνέγερση οἰκοδομῆς ἰδιοκτησίας τοῦ κ. Παπαδοπούλου στήν περιοχή τῆς Νέας Μηχανιώνας. Μετά τήν ἀνεύρεση τῶν πλακῶν, διακόπηκαν οἱ ἐργασίες, εἰδοποιήθηκε ἀμέσως ἡ Ἐφορεία Κλασσικῶν Ἀρχαιοτήτων καί ἡ Ἀστυνομία, ἐνῶ ἀναμένεται ἡ ἀρχαιολογική ἐπίσκεψη. <box>8 351 258 485</box>
article-text: Τήν τακτική συνεδρίαση του τό Σαββάτο πραγματοποίησε τό συντονιστικό συμβούλιο τῶν ἐπαγγελματικῶν ὀργανώσεων Θεσσαλονίκης ὑπό τήν προεδρία τοῦ κ. Ἰωάν. Γκρέκου. Συζητήθηκαν τά φορολογικά θέματα τῶν ἐπαγγελματιῶν καί τό ζήτημα τῶν ἀσφαλιστικῶν ταμείων. Ἀποφασίστηκε νά ζητηθεῖ συνάντηση μέ τόν ὑπουργό οἰκονομικῶν καί νά ὑποβληθοῦν τά αἰτήματα τοῦ κλάδου. <box>1039 590 1211 735</box>
article-kicker: Ἡ σπουδάζουσα νεολαία <box>1301 4 1503 23</box>
article-text: ΑΘΗΝΑ, 14.— Ὑπογράφηκε ἀπό τόν ὑπουργό ἐμπορίου κ. Παν. Παναγιωτόπουλο ἡ ἀπόφαση μέ τήν ὁποία ἐπιτρέπεται ἡ παρασκευή φυραμάτων ζωοτροφῶν πρός ἐξαγωγή. Σύμφωνα μέ τήν ἀπόφαση οἱ ἐπιχειρήσεις πού θά παρασκευάζουν τά φυράματα θά πρέπει νά ἔχουν τήν ἄδεια τοῦ ὑπουργείου γεωργίας καί νά τηροῦν τίς προδιαγραφές. <box>1039 774 1211 897</box>
article-text: Συνῆλθε χθές τό ἔκτο, ὑπό τήν προεδρία τοῦ ὑφυπουργοῦ Βορείου Ἑλλάδος κ. Νικ. Μάρτη, τό πρῶτο συμβούλιο προστασίας περιβάλλοντος, στό ὁποῖο μετέχουν ἐκπρόσωποι ὅλων τῶν ὑπηρεσιῶν καί ὀργανισμῶν τῆς Θεσσαλονίκης, ἀνώτατοι κρατικοί λειτουργοί, ἐπιστήμονες, εἰδικοί ἐπιστήμονες, ἐκπρόσωποι τῆς τοπικῆς αὐτοδιοικήσεως, ἐμπορικοί καί ἐπαγγελματικοί σύλλογοι καί ἄλλοι. <box>274 168 519 280</box>
byline: Ὁ δήμαρχος ΜΙΧ. ΛΑΣΣΙΔΗΣ <box>651 870 783 880</box>
article-text: ΑΘΗΝΑ, 14.— Ὁλοκληρώθηκε ἀπό τόν Ἑλληνικό ὀργανισμό μικρομεσαίων μεταποιητικῶν ἐπιχειρήσεων καί χειροτεχνίας, ἡ μελέτη γιά τήν κυπριακή παραδοσιακή τέχνη. Ἡ μελέτη καταγράφει τά σημαντικότερα εἴδη χειροτεχνίας τῆς Κύπρου καί τίς τεχνικές πού χρησιμοποιοῦνται. Ὁ ΕΟΜΜΕΧ συνεργάζεται μέ τόν κυπριακό ὀργανισμό χειροτεχνίας γιά τή διάσωση καί ἀνάδειξη τῆς παράδοσης. Θά ὀργανωθεῖ καί ἔκθεση στήν Ἀθήνα καί τή Θεσσαλονίκη. <box>1039 32 1211 198</box>
article-text: Ὁ δήμαρχος Θεσσαλονίκης κ. Μ. Παπαδόπουλος ἀνακοίνωσε τή συμπαράστασή του στούς ἀπεργούς τῆς ΔΕΗ, ζητώντας νά ληφθοῦν μέτρα γιά τήν ἱκανοποίηση τῶν αἰτημάτων τους. Σέ δήλωσή του ὁ κ. Παπαδόπουλος ἀναφέρει: «Θεωρῶ ὅτι τά αἰτήματα τῶν ἐργαζομένων στή ΔΕΗ εἶναι δίκαια καί πρέπει νά ἱκανοποιηθοῦν ἀμέσως, ὥστε νά ἀποκατασταθεῖ ἡ ὁμαλότητα στήν παροχή ἠλεκτρικοῦ ρεύματος. Εἶναι ἀνάγκη νά ὑπάρξει διάλογος μεταξύ τῆς διοικήσεως καί τῶν ἐργαζομένων». <box>535 369 783 492</box>
